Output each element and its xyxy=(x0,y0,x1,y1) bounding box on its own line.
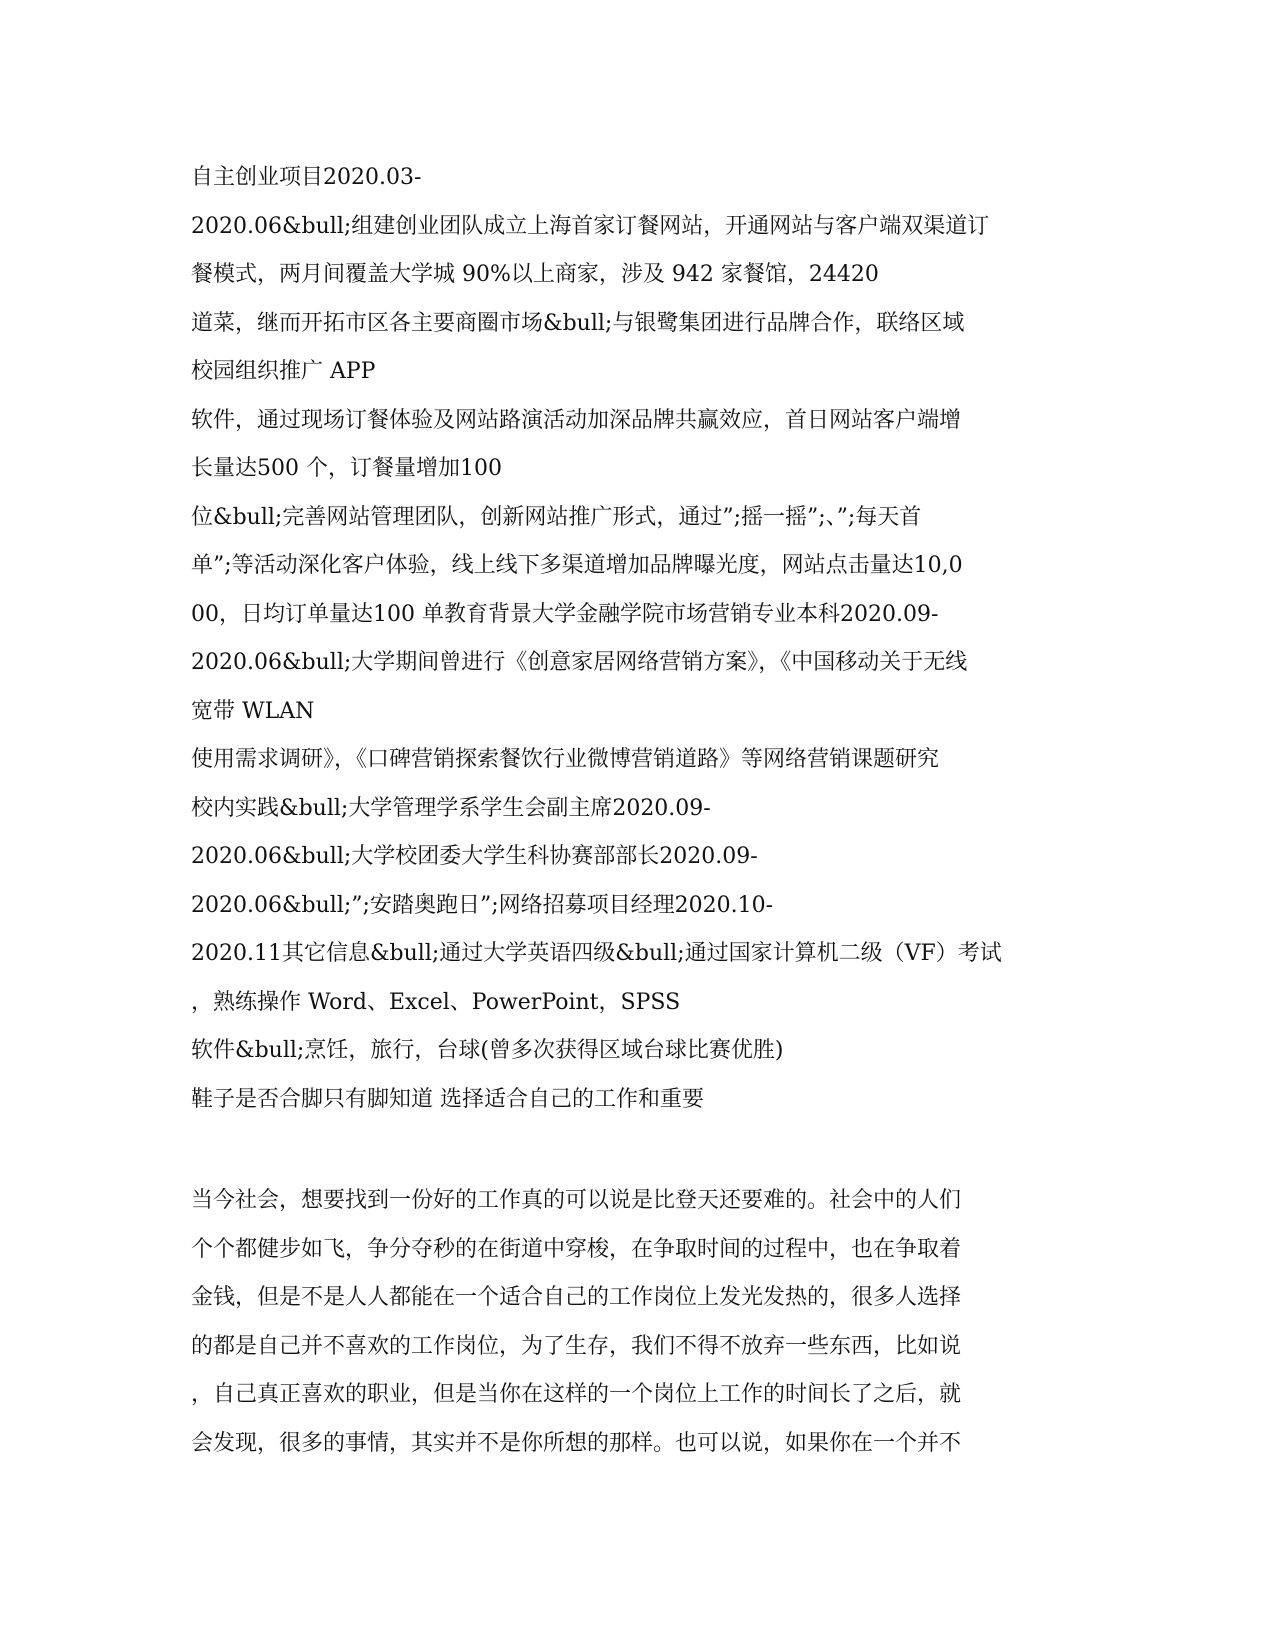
text-line: 单”;等活动深化客户体验，线上线下多渠道增加品牌曝光度，网站点击量达10,0 xyxy=(191,553,963,578)
text-line: 鞋子是否合脚只有脚知道 选择适合自己的工作和重要 xyxy=(191,1086,704,1112)
text-line: 2020.06&bull;”;安踏奥跑日”;网络招募项目经理2020.10- xyxy=(191,892,774,918)
text-line: 金钱，但是不是人人都能在一个适合自己的工作岗位上发光发热的，很多人选择 xyxy=(191,1285,962,1310)
text-line: 长量达500 个，订餐量增加100 xyxy=(191,456,502,481)
text-line: ，自己真正喜欢的职业，但是当你在这样的一个岗位上工作的时间长了之后，就 xyxy=(191,1382,962,1407)
text-line: 宽带 WLAN xyxy=(191,698,315,724)
resume-text-block xyxy=(191,154,1091,1124)
text-line: 软件，通过现场订餐体验及网站路演活动加深品牌共赢效应，首日网站客户端增 xyxy=(191,407,962,433)
text-line: 使用需求调研》，《口碑营销探索餐饮行业微博营销道路》等网络营销课题研究 xyxy=(191,747,940,772)
text-line: 自主创业项目2020.03- xyxy=(191,165,422,190)
text-line: 位&bull;完善网站管理团队，创新网站推广形式，通过”;摇一摇”;、”;每天首 xyxy=(191,504,922,530)
text-line: 软件&bull;烹饪，旅行，台球(曾多次获得区域台球比赛优胜) xyxy=(191,1038,784,1063)
text-line: 2020.11其它信息&bull;通过大学英语四级&bull;通过国家计算机二级（VF）考试 xyxy=(191,941,1002,966)
text-line: 当今社会，想要找到一份好的工作真的可以说是比登天还要难的。社会中的人们 xyxy=(191,1188,962,1213)
text-line: 2020.06&bull;组建创业团队成立上海首家订餐网站，开通网站与客户端双渠道订 xyxy=(191,213,990,239)
text-line: 道菜，继而开拓市区各主要商圈市场&bull;与银鹭集团进行品牌合作，联络区域 xyxy=(191,310,965,336)
text-line: 的都是自己并不喜欢的工作岗位，为了生存，我们不得不放弃一些东西，比如说 xyxy=(191,1333,962,1359)
text-line: 校内实践&bull;大学管理学系学生会副主席2020.09- xyxy=(191,795,711,821)
text-line: ，熟练操作 Word、Excel、PowerPoint，SPSS xyxy=(191,989,681,1015)
text-line: 会发现，很多的事情，其实并不是你所想的那样。也可以说，如果你在一个并不 xyxy=(191,1430,962,1456)
text-line: 00，日均订单量达100 单教育背景大学金融学院市场营销专业本科2020.09- xyxy=(191,601,939,627)
text-line: 餐模式，两月间覆盖大学城 90%以上商家，涉及 942 家餐馆，24420 xyxy=(191,262,879,287)
text-line: 2020.06&bull;大学校团委大学生科协赛部部长2020.09- xyxy=(191,844,758,869)
text-line: 个个都健步如飞，争分夺秒的在街道中穿梭，在争取时间的过程中，也在争取着 xyxy=(191,1236,962,1262)
text-line: 2020.06&bull;大学期间曾进行《创意家居网络营销方案》，《中国移动关于无线 xyxy=(191,650,968,675)
text-line: 校园组织推广 APP xyxy=(191,359,376,384)
essay-paragraph xyxy=(191,1177,1091,1468)
